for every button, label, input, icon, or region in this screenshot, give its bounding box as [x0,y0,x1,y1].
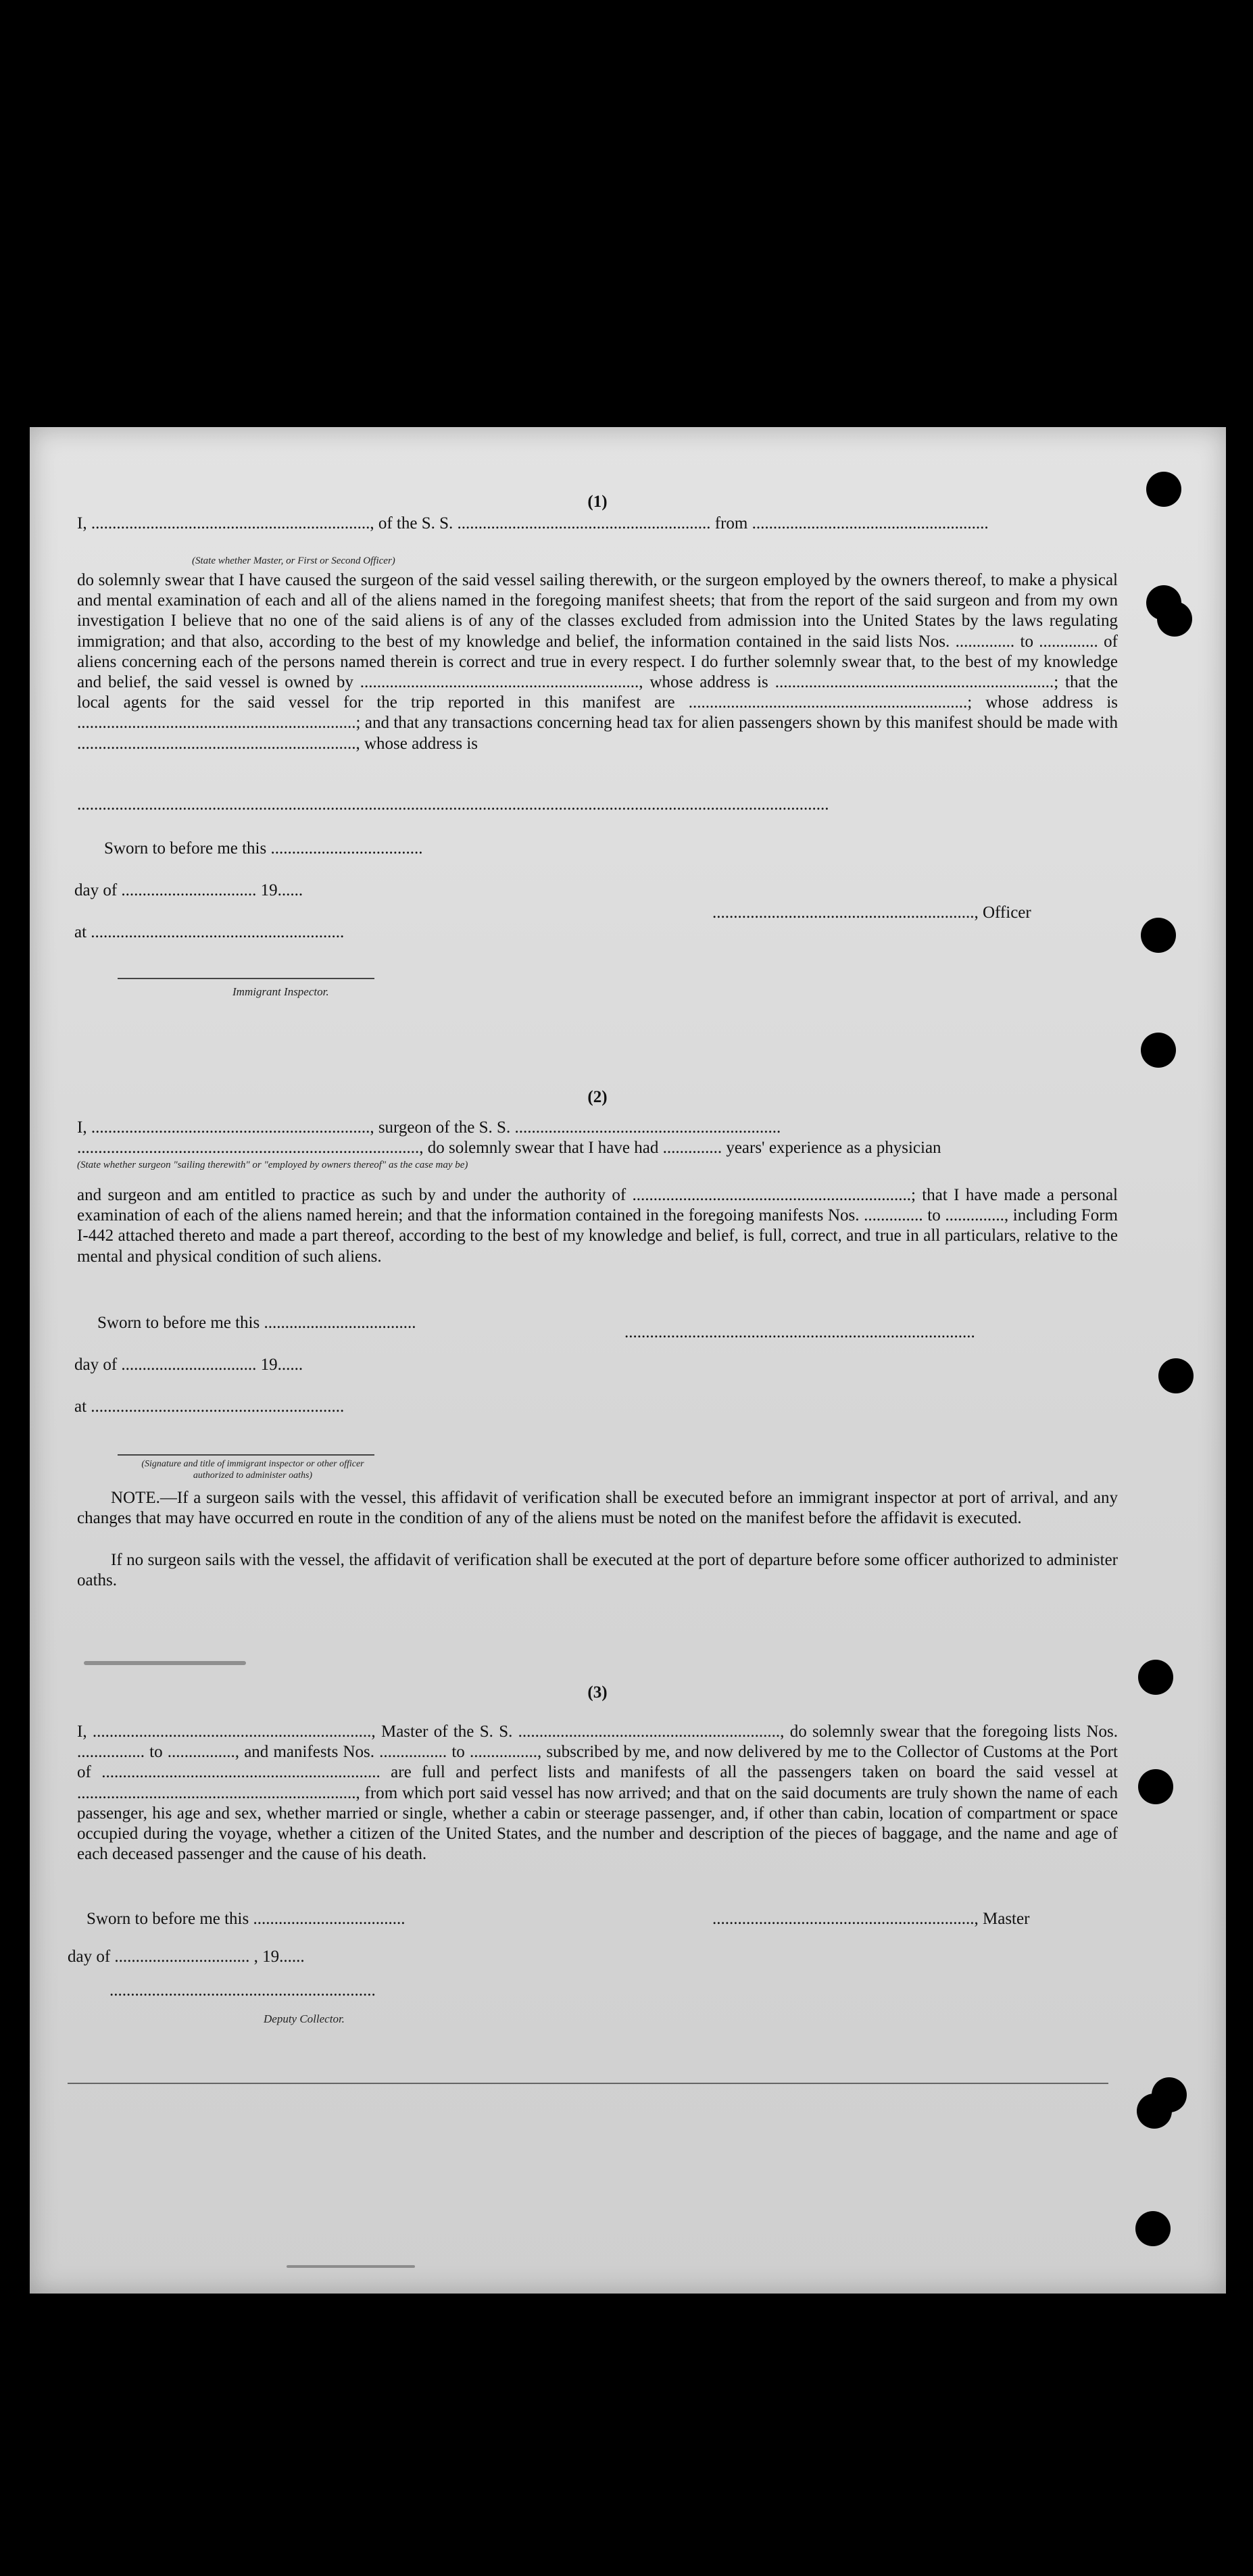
section-3-sworn: Sworn to before me this .................................... [87,1910,406,1928]
binder-hole [1138,1660,1173,1695]
binder-hole [1141,918,1176,953]
section-2-at: at ............................................................ [74,1397,345,1416]
binder-hole [1146,472,1181,507]
section-1-inspector-rule [118,978,374,979]
section-2-sworn: Sworn to before me this .................................... [97,1314,416,1332]
section-1-opening: I, .................................................................., of the S. S. ............................................................ from ........................................................ [77,514,989,532]
binder-hole [1138,1769,1173,1804]
section-3-day: day of ................................ , 19...... [68,1948,305,1966]
section-2-surgeon-sign-line: ................................................................................... [624,1323,975,1341]
manifest-page [30,427,1226,2294]
binder-hole [1137,2094,1172,2129]
pen-mark [287,2265,415,2268]
section-2-note: NOTE.—If a surgeon sails with the vessel, this affidavit of verification shall be executed before an immigrant inspector at port of arrival, and any changes that may have occurred en route in the condition of any of the aliens must be noted on the manifest before the affidavit is executed. [77,1489,1118,1528]
section-1-officer-line: .............................................................., Officer [712,903,1031,922]
binder-hole [1158,1358,1194,1393]
section-2-oath-text: and surgeon and am entitled to practice as such by and under the authority of ..................................................................; that I have made a personal examination of each of the aliens named herein; and that the information contained in the foregoing manifests Nos. .............. to .............., including Form I-442 attached thereto and made a part thereof, according to the best of my knowledge and belief, is full, correct, and true in all particulars, relative to the mental and physical condition of such aliens. [77,1186,1118,1266]
section-3-number: (3) [587,1683,608,1702]
section-1-sworn: Sworn to before me this .................................... [104,839,423,858]
pen-mark [84,1661,246,1665]
section-1-oath-text: do solemnly swear that I have caused the surgeon of the said vessel sailing therewith, or the surgeon employed by the owners thereof, to make a physical and mental examination of each and all of the aliens named in the foregoing manifest sheets; that from the report of the said surgeon and from my own investigation I believe that no one of the said aliens is of any of the classes excluded from admission into the United States by the laws regulating immigration; and that also, according to the best of my knowledge and belief, the information contained in the said lists Nos. .............. to .............. of aliens concerning each of the persons named therein is correct and true in every respect. I do further solemnly swear that, to the best of my knowledge and belief, the said vessel is owned by .................................................................., whose address is ..................................................................; that the local agents for the said vessel for the trip reported in this manifest are ..................................................................; whose address is ..................................................................; and that any transactions concerning head tax for alien passengers shown by this manifest should be made with .................................................................., whose address is [77,571,1118,753]
section-2-caption: (State whether surgeon "sailing therewith" or "employed by owners thereof" as the case may be) [77,1160,468,1170]
binder-hole [1135,2211,1171,2246]
section-1-number: (1) [587,493,608,511]
section-2-signer-rule [118,1454,374,1456]
section-1-inspector-caption: Immigrant Inspector. [232,985,329,998]
section-1-caption: (State whether Master, or First or Second Officer) [192,555,395,566]
page-bottom-rule [68,2083,1108,2084]
section-2-opening-cont: ................................................................................., do solemnly swear that I have had .............. years' experience as a physician [77,1139,941,1157]
section-2-day: day of ................................ 19...... [74,1356,303,1374]
section-2-opening: I, .................................................................., surgeon of the S. S. ............................................................... [77,1118,781,1137]
section-3-collector-caption: Deputy Collector. [264,2012,345,2025]
section-1-address-line: .................................................................................................................................................................................. [77,795,829,814]
section-3-collector-line: ............................................................... [109,1981,376,2000]
section-2-signer-caption: (Signature and title of immigrant inspector or other officer authorized to administer oaths) [141,1459,364,1481]
binder-hole [1141,1033,1176,1068]
section-3-master-line: .............................................................., Master [712,1910,1030,1928]
section-2-number: (2) [587,1088,608,1106]
section-1-day: day of ................................ 19...... [74,881,303,899]
binder-hole [1157,601,1192,637]
section-3-oath-text: I, .................................................................., Master of the S. S. .............................................................., do solemnly swear that the foregoing lists Nos. ................ to ................, and manifests Nos. ................ to ................, subscribed by me, and now delivered by me to the Collector of Customs at the Port of .................................................................. are full and perfect lists and manifests of all the passengers taken on board the said vessel at .................................................................., from which port said vessel has now arrived; and that on the said documents are truly shown the name of each passenger, his age and sex, whether married or single, whether a cabin or steerage passenger, and, if other than cabin, location of compartment or space occupied during the voyage, whether a citizen of the United States, and the number and description of the pieces of baggage, and the name and age of each deceased passenger and the cause of his death. [77,1723,1118,1864]
section-1-at: at ............................................................ [74,923,345,941]
section-2-note-2: If no surgeon sails with the vessel, the affidavit of verification shall be executed at the port of departure before some officer authorized to administer oaths. [77,1551,1118,1590]
